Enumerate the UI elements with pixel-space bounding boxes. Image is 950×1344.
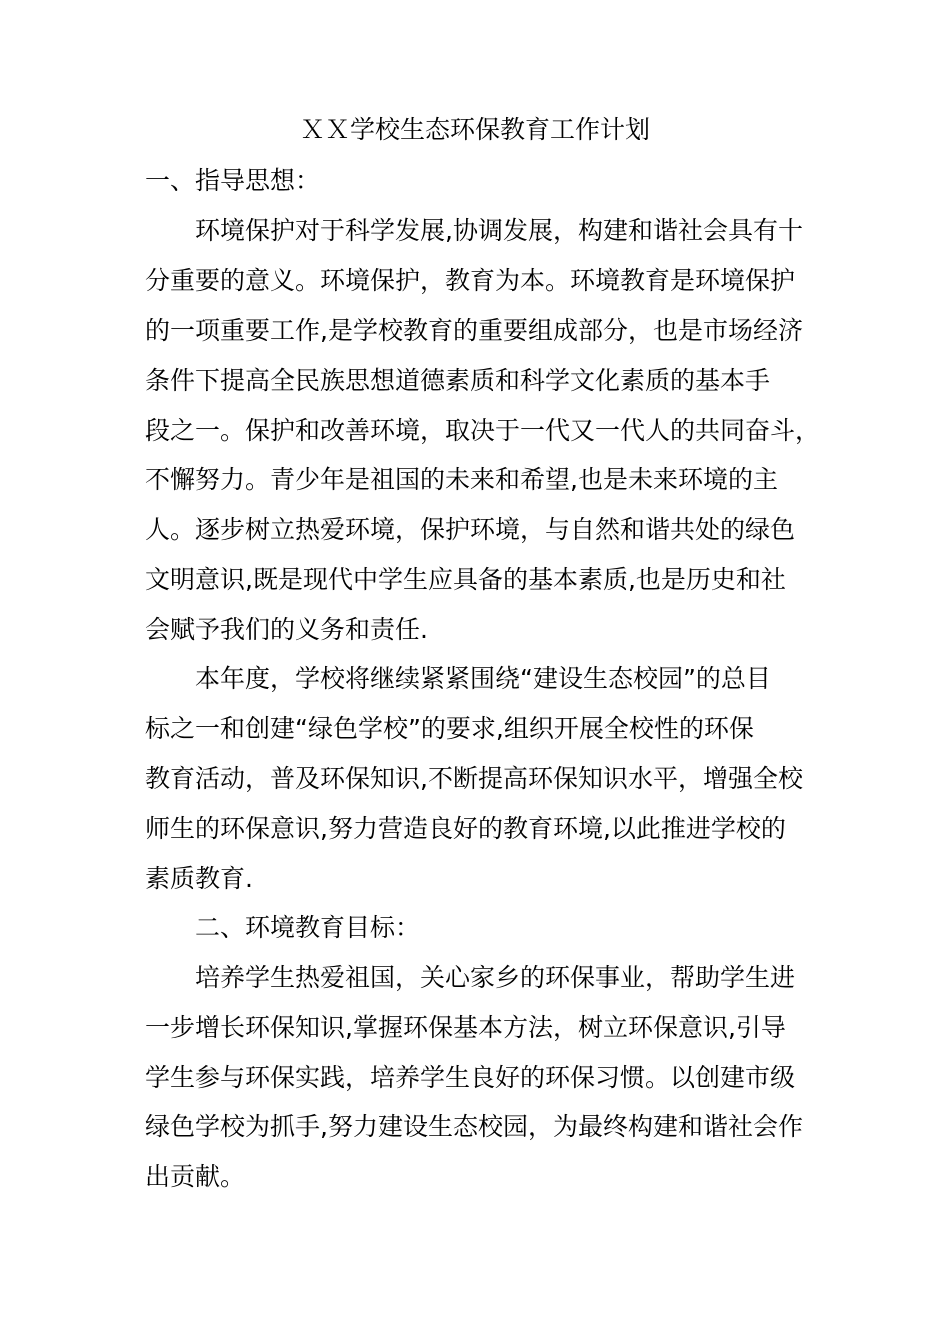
paragraph-line: 教育活动，普及环保知识,不断提高环保知识水平，增强全校 — [145, 764, 803, 793]
paragraph-line: 会赋予我们的义务和责任. — [145, 615, 428, 644]
paragraph-line: 素质教育. — [145, 864, 253, 893]
paragraph-line: 培养学生热爱祖国，关心家乡的环保事业，帮助学生进 — [195, 963, 796, 992]
paragraph-line: 分重要的意义。环境保护，教育为本。环境教育是环境保护 — [145, 266, 796, 295]
paragraph-line: 学生参与环保实践，培养学生良好的环保习惯。以创建市级 — [145, 1063, 796, 1092]
paragraph-line: 出贡献。 — [145, 1162, 246, 1191]
paragraph-line: 人。逐步树立热爱环境，保护环境，与自然和谐共处的绿色 — [145, 515, 796, 544]
document-title: ＸＸ学校生态环保教育工作计划 — [299, 115, 650, 144]
paragraph-line: 绿色学校为抓手,努力建设生态校园，为最终构建和谐社会作 — [145, 1112, 803, 1141]
paragraph-line: 文明意识,既是现代中学生应具备的基本素质,也是历史和社 — [145, 565, 786, 594]
section-heading-guiding-ideology: 一、指导思想： — [145, 166, 321, 195]
paragraph-line: 本年度，学校将继续紧紧围绕“建设生态校园”的总目 — [195, 664, 771, 693]
paragraph-line: 一步增长环保知识,掌握环保基本方法，树立环保意识,引导 — [145, 1013, 786, 1042]
paragraph-line: 段之一。保护和改善环境，取决于一代又一代人的共同奋斗， — [145, 416, 821, 445]
paragraph-line: 标之一和创建“绿色学校”的要求,组织开展全校性的环保 — [145, 714, 754, 743]
paragraph-line: 的一项重要工作,是学校教育的重要组成部分，也是市场经济 — [145, 316, 803, 345]
paragraph-line: 环境保护对于科学发展,协调发展，构建和谐社会具有十 — [195, 216, 803, 245]
paragraph-line: 不懈努力。青少年是祖国的未来和希望,也是未来环境的主 — [145, 465, 778, 494]
paragraph-line: 条件下提高全民族思想道德素质和科学文化素质的基本手 — [145, 366, 771, 395]
section-heading-education-goals: 二、环境教育目标： — [195, 913, 421, 942]
paragraph-line: 师生的环保意识,努力营造良好的教育环境,以此推进学校的 — [145, 814, 786, 843]
